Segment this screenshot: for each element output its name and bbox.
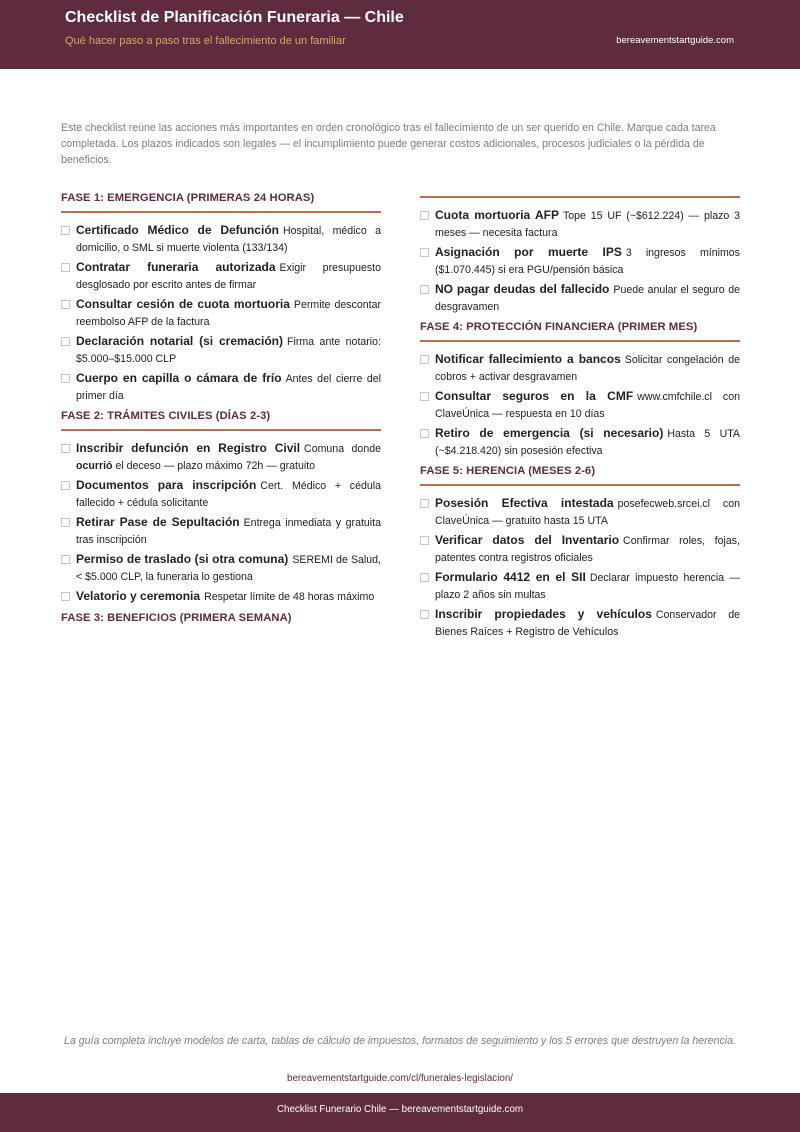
checklist-item[interactable] — [61, 333, 381, 367]
page-subtitle: Qué hacer paso a paso tras el fallecimiento de un familiar — [65, 35, 346, 47]
item-title: Inscribir propiedades y vehículos — [435, 607, 652, 621]
footer-text: Checklist Funerario Chile — bereavementstartguide.com — [276, 1104, 524, 1115]
phase-3-continued — [420, 196, 740, 315]
checklist-item[interactable] — [420, 281, 740, 315]
checklist-item[interactable] — [61, 588, 381, 606]
checklist-item[interactable] — [420, 569, 740, 603]
checkbox-icon[interactable] — [420, 211, 429, 220]
phase-divider — [420, 196, 740, 198]
checkbox-icon[interactable] — [61, 300, 70, 309]
item-desc: www.cmfchile.cl con ClaveÚnica — respuesta en 10 días — [435, 391, 741, 420]
item-desc: Cert. Médico + cédula fallecido + cédula solicitante — [76, 480, 382, 509]
checkbox-icon[interactable] — [420, 355, 429, 364]
guide-link[interactable]: bereavementstartguide.com/cl/funerales-legislacion/ — [287, 1073, 513, 1084]
checklist-item[interactable] — [61, 551, 381, 585]
phase-1 — [61, 192, 381, 404]
checklist-item[interactable] — [61, 370, 381, 404]
item-desc: Confirmar roles, fojas, patentes contra registros oficiales — [435, 535, 740, 564]
item-desc: 3 ingresos mínimos ($1.070.445) si era PGU/pensión básica — [435, 247, 740, 276]
item-desc: Comuna donde — [304, 443, 381, 455]
item-desc: Entrega inmediata y gratuita tras inscripción — [76, 517, 381, 546]
item-title: Notificar fallecimiento a bancos — [435, 352, 621, 366]
item-desc: Declarar impuesto herencia — plazo 2 años sin multas — [435, 572, 741, 601]
item-desc: Exigir presupuesto desglosado por escrito antes de firmar — [76, 262, 381, 291]
checkbox-icon[interactable] — [420, 536, 429, 545]
phase-title: FASE 1: EMERGENCIA (PRIMERAS 24 HORAS) — [61, 192, 381, 213]
checkbox-icon[interactable] — [61, 518, 70, 527]
checkbox-icon[interactable] — [420, 610, 429, 619]
checkbox-icon[interactable] — [420, 285, 429, 294]
checkbox-icon[interactable] — [420, 573, 429, 582]
item-title: Permiso de traslado (si otra comuna) — [76, 552, 289, 566]
checklist-item[interactable] — [61, 259, 381, 293]
item-desc: Hasta 5 UTA (~$4.218.420) sin posesión efectiva — [435, 428, 740, 457]
item-title: Declaración notarial (si cremación) — [76, 334, 284, 348]
footnote: La guía completa incluye modelos de carta, tablas de cálculo de impuestos, formatos de seguimiento y los 5 errores que destruyen la herencia. — [64, 1035, 736, 1047]
item-desc: Tope 15 UF (~$612.224) — plazo 3 meses — necesita factura — [435, 210, 740, 239]
checklist-item[interactable] — [420, 351, 740, 385]
item-desc: Firma ante notario: $5.000–$15.000 CLP — [76, 336, 381, 365]
checklist-item[interactable] — [420, 388, 740, 422]
phase-2 — [61, 410, 381, 606]
item-title: Asignación por muerte IPS — [435, 245, 622, 259]
item-title: Inscribir defunción en Registro Civil — [76, 441, 301, 455]
checklist-item[interactable] — [61, 222, 381, 256]
item-title: NO pagar deudas del fallecido — [435, 282, 610, 296]
checklist-item[interactable] — [61, 477, 381, 511]
item-desc: Respetar límite de 48 horas máximo — [204, 591, 375, 603]
checkbox-icon[interactable] — [420, 248, 429, 257]
item-desc: el deceso — plazo máximo 72h — gratuito — [115, 459, 316, 472]
item-title: Documentos para inscripción — [76, 478, 257, 492]
checklist-item[interactable] — [61, 440, 381, 474]
checklist-item[interactable] — [420, 606, 740, 640]
item-desc: posefecweb.srcei.cl con ClaveÚnica — gratuito hasta 15 UTA — [435, 498, 740, 527]
phase-title: FASE 5: HERENCIA (MESES 2-6) — [420, 465, 740, 486]
item-title: Cuota mortuoria AFP — [435, 208, 559, 222]
item-title: Verificar datos del Inventario — [435, 533, 620, 547]
checkbox-icon[interactable] — [61, 263, 70, 272]
phase-5 — [420, 465, 740, 640]
checkbox-icon[interactable] — [420, 392, 429, 401]
checklist-item[interactable] — [420, 244, 740, 278]
item-desc: Permite descontar reembolso AFP de la factura — [76, 299, 382, 328]
checkbox-icon[interactable] — [61, 444, 70, 453]
item-title: Formulario 4412 en el SII — [435, 570, 586, 584]
checkbox-icon[interactable] — [61, 337, 70, 346]
phase-title: FASE 3: BENEFICIOS (PRIMERA SEMANA) — [61, 611, 292, 624]
page-footer — [0, 1093, 800, 1132]
item-title: Posesión Efectiva intestada — [435, 496, 614, 510]
item-title: Consultar cesión de cuota mortuoria — [76, 297, 290, 311]
checkbox-icon[interactable] — [61, 481, 70, 490]
checklist-item[interactable] — [420, 207, 740, 241]
checklist-item[interactable] — [61, 514, 381, 548]
item-desc-emphasis: ocurrió — [76, 459, 113, 472]
header-site-link[interactable]: bereavementstartguide.com — [616, 35, 734, 46]
intro-paragraph: Este checklist reúne las acciones más importantes en orden cronológico tras el fallecimiento de un ser querido en Chile. Marque cada tarea completada. Los plazos indicados son legales — el incumplimiento puede generar costos adicionales, procesos judiciales o la pérdida de beneficios. — [61, 122, 716, 166]
phase-4 — [420, 321, 740, 459]
right-column — [420, 196, 740, 643]
phase-title: FASE 4: PROTECCIÓN FINANCIERA (PRIMER MES) — [420, 321, 740, 342]
checklist-item[interactable] — [61, 296, 381, 330]
item-title: Retirar Pase de Sepultación — [76, 515, 240, 529]
left-column — [61, 192, 381, 640]
checklist-item[interactable] — [420, 532, 740, 566]
page-header — [0, 0, 800, 69]
page-title: Checklist de Planificación Funeraria — Chile — [65, 9, 404, 26]
phase-title: FASE 2: TRÁMITES CIVILES (DÍAS 2-3) — [61, 410, 381, 431]
item-desc: Hospital, médico a domicilio, o SML si muerte violenta (133/134) — [76, 225, 381, 254]
checklist-item[interactable] — [420, 425, 740, 459]
item-title: Consultar seguros en la CMF — [435, 389, 634, 403]
item-title: Cuerpo en capilla o cámara de frío — [76, 371, 282, 385]
item-desc: Puede anular el seguro de desgravamen — [435, 284, 741, 313]
checkbox-icon[interactable] — [61, 555, 70, 564]
checkbox-icon[interactable] — [420, 499, 429, 508]
item-desc: SEREMI de Salud, < $5.000 CLP, la funeraria lo gestiona — [76, 554, 382, 583]
checkbox-icon[interactable] — [420, 429, 429, 438]
item-desc: Antes del cierre del primer día — [76, 373, 381, 402]
item-title: Retiro de emergencia (si necesario) — [435, 426, 664, 440]
item-title: Certificado Médico de Defunción — [76, 223, 279, 237]
checklist-item[interactable] — [420, 495, 740, 529]
item-desc: Conservador de Bienes Raíces + Registro de Vehículos — [435, 609, 740, 638]
item-desc: Solicitar congelación de cobros + activar desgravamen — [435, 354, 740, 383]
checkbox-icon[interactable] — [61, 374, 70, 383]
checkbox-icon[interactable] — [61, 592, 70, 601]
item-title: Velatorio y ceremonia — [76, 589, 201, 603]
phase-3 — [61, 612, 381, 631]
item-title: Contratar funeraria autorizada — [76, 260, 276, 274]
checkbox-icon[interactable] — [61, 226, 70, 235]
